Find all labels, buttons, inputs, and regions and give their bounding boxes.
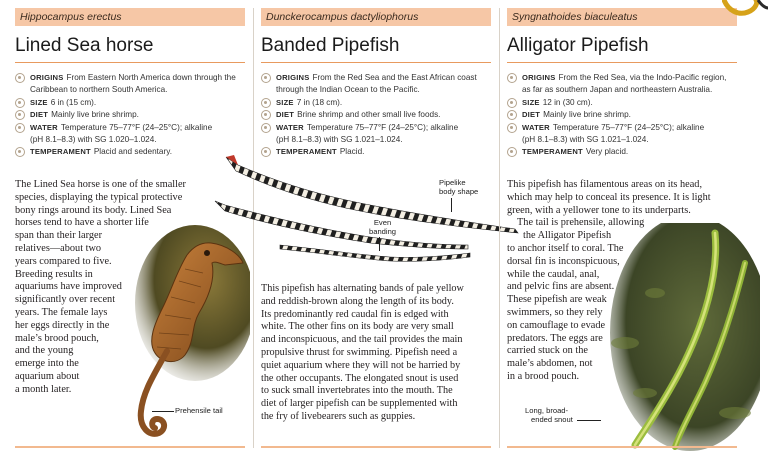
bottom-rule (261, 446, 491, 448)
body-text: This pipefish has filamentous areas on its head, which may help to conceal its presence. It is light green, with a yellower tone to its underparts. The tail is prehensile, allowing the Alligator Pipefish to anchor itself to coral. The dorsal fin is inconspicuous, while the caudal, anal, and pelvic fins are absent. These pipefish are weak swimmers, so they rely on camouflage to evade predators. The eggs are carried stuck on the male’s abdomen, not in a brood pouch. (507, 179, 711, 382)
fact-diet: DIET Brine shrimp and other small live foods. (261, 109, 491, 121)
ruler-icon (507, 98, 517, 108)
water-icon (507, 123, 517, 133)
temperament-icon (15, 147, 25, 157)
fact-temperament: TEMPERAMENT Placid. (261, 146, 491, 158)
fact-origins: ORIGINS From Eastern North America down through the Caribbean to northern South America. (15, 72, 245, 97)
common-name: Lined Sea horse (15, 35, 245, 63)
food-icon (261, 110, 271, 120)
fact-origins: ORIGINS From the Red Sea, via the Indo-Pacific region, as far as southern Japan and northeastern Australia. (507, 72, 737, 97)
fact-water: WATER Temperature 75–77°F (24–25°C); alkaline (pH 8.1–8.3) with SG 1.021–1.024. (507, 122, 737, 147)
callout-line (152, 411, 174, 412)
fact-water: WATER Temperature 75–77°F (24–25°C); alkaline (pH 8.1–8.3) with SG 1.020–1.024. (15, 122, 245, 147)
water-icon (261, 123, 271, 133)
scientific-name: Syngnathoides biaculeatus (507, 8, 737, 26)
column-divider (499, 8, 500, 448)
bottom-rule (507, 446, 737, 448)
banded-pipefish-illustration (210, 145, 530, 270)
fact-water: WATER Temperature 75–77°F (24–25°C); alkaline (pH 8.1–8.3) with SG 1.021–1.024. (261, 122, 491, 147)
scientific-name: Hippocampus erectus (15, 8, 245, 26)
globe-icon (507, 73, 517, 83)
globe-icon (261, 73, 271, 83)
fact-diet: DIET Mainly live brine shrimp. (15, 109, 245, 121)
fact-temperament: TEMPERAMENT Placid and sedentary. (15, 146, 245, 158)
fact-size: SIZE 6 in (15 cm). (15, 97, 245, 109)
fact-list (507, 72, 737, 159)
common-name: Alligator Pipefish (507, 35, 737, 63)
scientific-name: Dunckerocampus dactyliophorus (261, 8, 491, 26)
water-icon (15, 123, 25, 133)
alligator-pipefish-photo (595, 223, 760, 451)
body-text: The Lined Sea horse is one of the smaller species, displaying the typical protective bony rings around its body. Lined Sea horses tend to have a shorter life span than their larger relatives—about two years compared to five. Breeding results in aquariums have improved significantly over recent years. The female lays her eggs directly in the male’s brood pouch, and the young emerge into the aquarium about a month later. (15, 179, 186, 395)
bottom-rule (15, 446, 245, 448)
temperament-icon (507, 147, 517, 157)
column-alligator-pipefish (507, 8, 737, 448)
callout-even-banding: Even banding (369, 218, 397, 237)
fact-temperament: TEMPERAMENT Very placid. (507, 146, 737, 158)
globe-icon (15, 73, 25, 83)
fact-size: SIZE 7 in (18 cm). (261, 97, 491, 109)
fact-diet: DIET Mainly live brine shrimp. (507, 109, 737, 121)
common-name: Banded Pipefish (261, 35, 491, 63)
fact-origins: ORIGINS From the Red Sea and the East African coast through the Indian Ocean to the Pacific. (261, 72, 491, 97)
corner-swirl-decoration (722, 0, 768, 22)
callout-line (577, 420, 601, 421)
food-icon (507, 110, 517, 120)
callout-long-broad-ended-snout: Long, broad- ended snout (525, 406, 573, 425)
callout-prehensile-tail: Prehensile tail (175, 406, 223, 415)
ruler-icon (261, 98, 271, 108)
food-icon (15, 110, 25, 120)
callout-pipelike-body-shape: Pipelike body shape (439, 178, 479, 197)
ruler-icon (15, 98, 25, 108)
body-text: This pipefish has alternating bands of pale yellow and reddish-brown along the length of its body. Its predominantly red caudal fin is edged with white. The other fins on its body are very small and inconspicuous, and the tail provides the main propulsive thrust for swimming. Pipefish need a quiet aquarium where they will not be harried by the other occupants. The elongated snout is used to suck small invertebrates into the mouth. The diet of larger pipefish can be supplemented with the fry of livebearers such as guppies. (261, 283, 464, 422)
fact-size: SIZE 12 in (30 cm). (507, 97, 737, 109)
